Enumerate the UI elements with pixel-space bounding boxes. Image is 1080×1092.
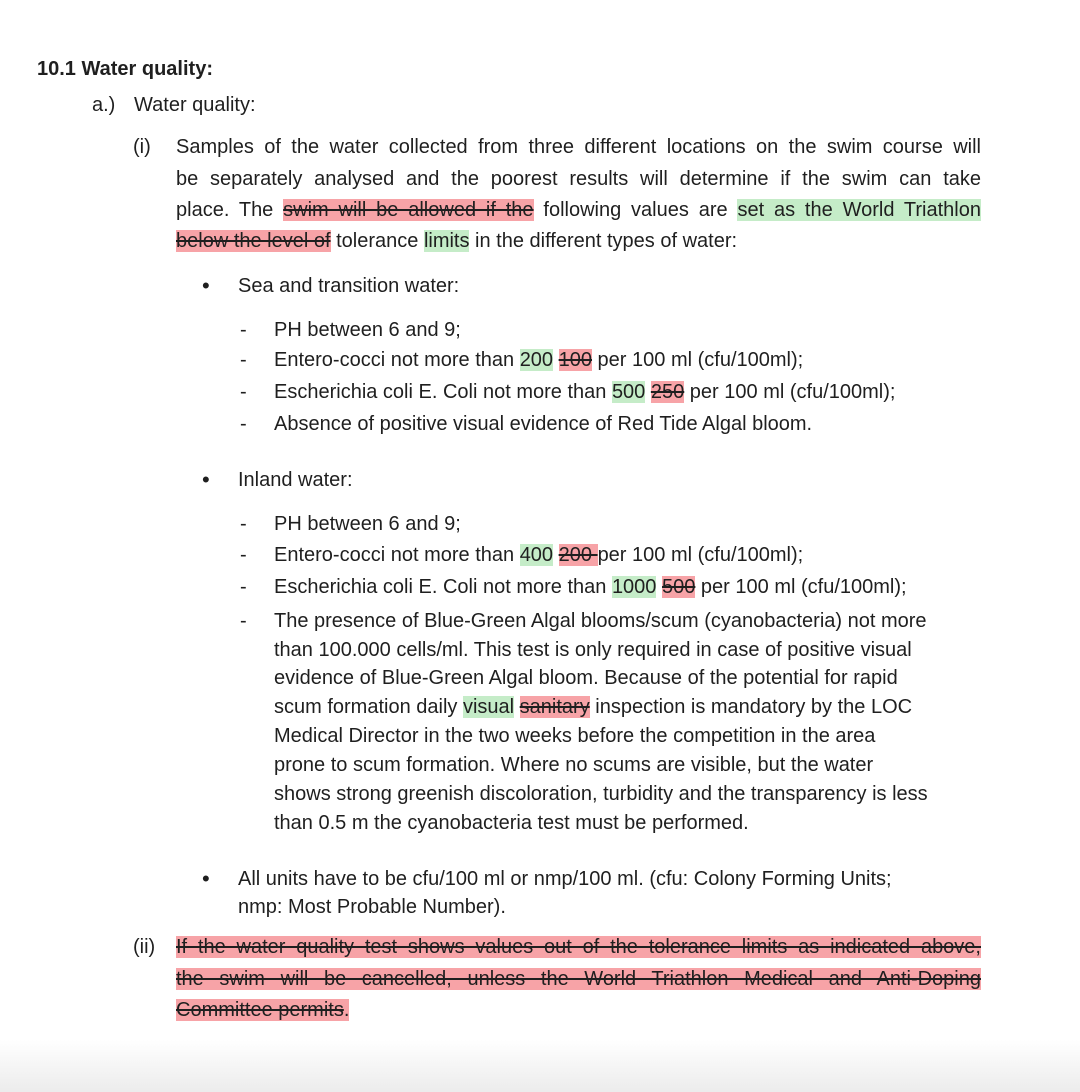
inland-item-ph: PH between 6 and 9; (274, 513, 461, 535)
bullet-icon: • (202, 467, 210, 492)
inland-item-ecoli: Escherichia coli E. Coli not more than 1000 500 per 100 ml (cfu/100ml); (274, 576, 907, 598)
section-heading: 10.1 Water quality: (37, 58, 213, 80)
subsection-marker: a.) (92, 94, 116, 116)
inserted-text: 400 (519, 544, 554, 566)
item-ii-marker: (ii) (133, 936, 156, 958)
sea-item-entero: Entero-cocci not more than 200 100 per 100 ml (cfu/100ml); (274, 349, 804, 371)
subsection-title: Water quality: (134, 94, 256, 116)
item-ii-line-2 (176, 966, 981, 992)
deleted-text: 100 (558, 349, 592, 371)
item-ii-line-1 (176, 934, 981, 960)
inserted-text: limits (423, 230, 470, 252)
dash-icon: - (240, 544, 247, 566)
blue-green-line-2: than 100.000 cells/ml. This test is only required in case of positive visual (274, 639, 912, 661)
inserted-text: 500 (611, 381, 646, 403)
item-ii-line-3: Committee permits. (176, 999, 350, 1021)
inland-title: Inland water: (238, 469, 353, 491)
bullet-icon: • (202, 273, 210, 298)
item-i-line-1: Samples of the water collected from three different locations on the swim course will (176, 136, 981, 158)
sea-title: Sea and transition water: (238, 275, 460, 297)
bullet-icon: • (202, 866, 210, 891)
sea-item-ph: PH between 6 and 9; (274, 319, 461, 341)
dash-icon: - (240, 513, 247, 535)
deleted-text: below the level of (176, 230, 331, 252)
dash-icon: - (240, 576, 247, 598)
inserted-text: set as the World Triathlon (737, 199, 981, 221)
units-line-1: All units have to be cfu/100 ml or nmp/100 ml. (cfu: Colony Forming Units; (238, 868, 892, 890)
dash-icon: - (240, 381, 247, 403)
blue-green-line-4: scum formation daily visual sanitary inspection is mandatory by the LOC (274, 696, 913, 718)
units-line-2: nmp: Most Probable Number). (238, 896, 506, 918)
item-i-line-3: place. The swim will be allowed if the following values are set as the World Triathlon (176, 199, 981, 221)
blue-green-line-6: prone to scum formation. Where no scums are visible, but the water (274, 754, 874, 776)
dash-icon: - (240, 413, 247, 435)
deleted-text: 200 (558, 544, 598, 566)
inland-item-entero: Entero-cocci not more than 400 200 per 100 ml (cfu/100ml); (274, 544, 804, 566)
deleted-text: the swim will be cancelled, unless the World Triathlon Medical and Anti-Doping (176, 968, 981, 990)
item-i-marker: (i) (133, 136, 151, 158)
sea-item-ecoli: Escherichia coli E. Coli not more than 500 250 per 100 ml (cfu/100ml); (274, 381, 896, 403)
page-bottom-shadow (0, 1040, 1080, 1092)
blue-green-line-5: Medical Director in the two weeks before the competition in the area (274, 725, 876, 747)
blue-green-line-1: The presence of Blue-Green Algal blooms/scum (cyanobacteria) not more (274, 610, 927, 632)
deleted-text: swim will be allowed if the (283, 199, 534, 221)
deleted-text: sanitary (519, 696, 590, 718)
blue-green-line-8: than 0.5 m the cyanobacteria test must be performed. (274, 812, 749, 834)
deleted-text: 250 (650, 381, 685, 403)
deleted-text: If the water quality test shows values out of the tolerance limits as indicated above, (176, 936, 981, 958)
blue-green-line-3: evidence of Blue-Green Algal bloom. Because of the potential for rapid (274, 667, 898, 689)
inserted-text: visual (462, 696, 515, 718)
dash-icon: - (240, 610, 247, 632)
deleted-text: 500 (662, 576, 696, 598)
inserted-text: 200 (519, 349, 554, 371)
dash-icon: - (240, 349, 247, 371)
sea-item-red-tide: Absence of positive visual evidence of Red Tide Algal bloom. (274, 413, 813, 435)
item-i-line-4: below the level of tolerance limits in the different types of water: (176, 230, 738, 252)
deleted-text: Committee permits (176, 999, 344, 1021)
blue-green-line-7: shows strong greenish discoloration, turbidity and the transparency is less (274, 783, 928, 805)
dash-icon: - (240, 319, 247, 341)
inserted-text: 1000 (611, 576, 657, 598)
item-i-line-2: be separately analysed and the poorest results will determine if the swim can take (176, 168, 981, 190)
